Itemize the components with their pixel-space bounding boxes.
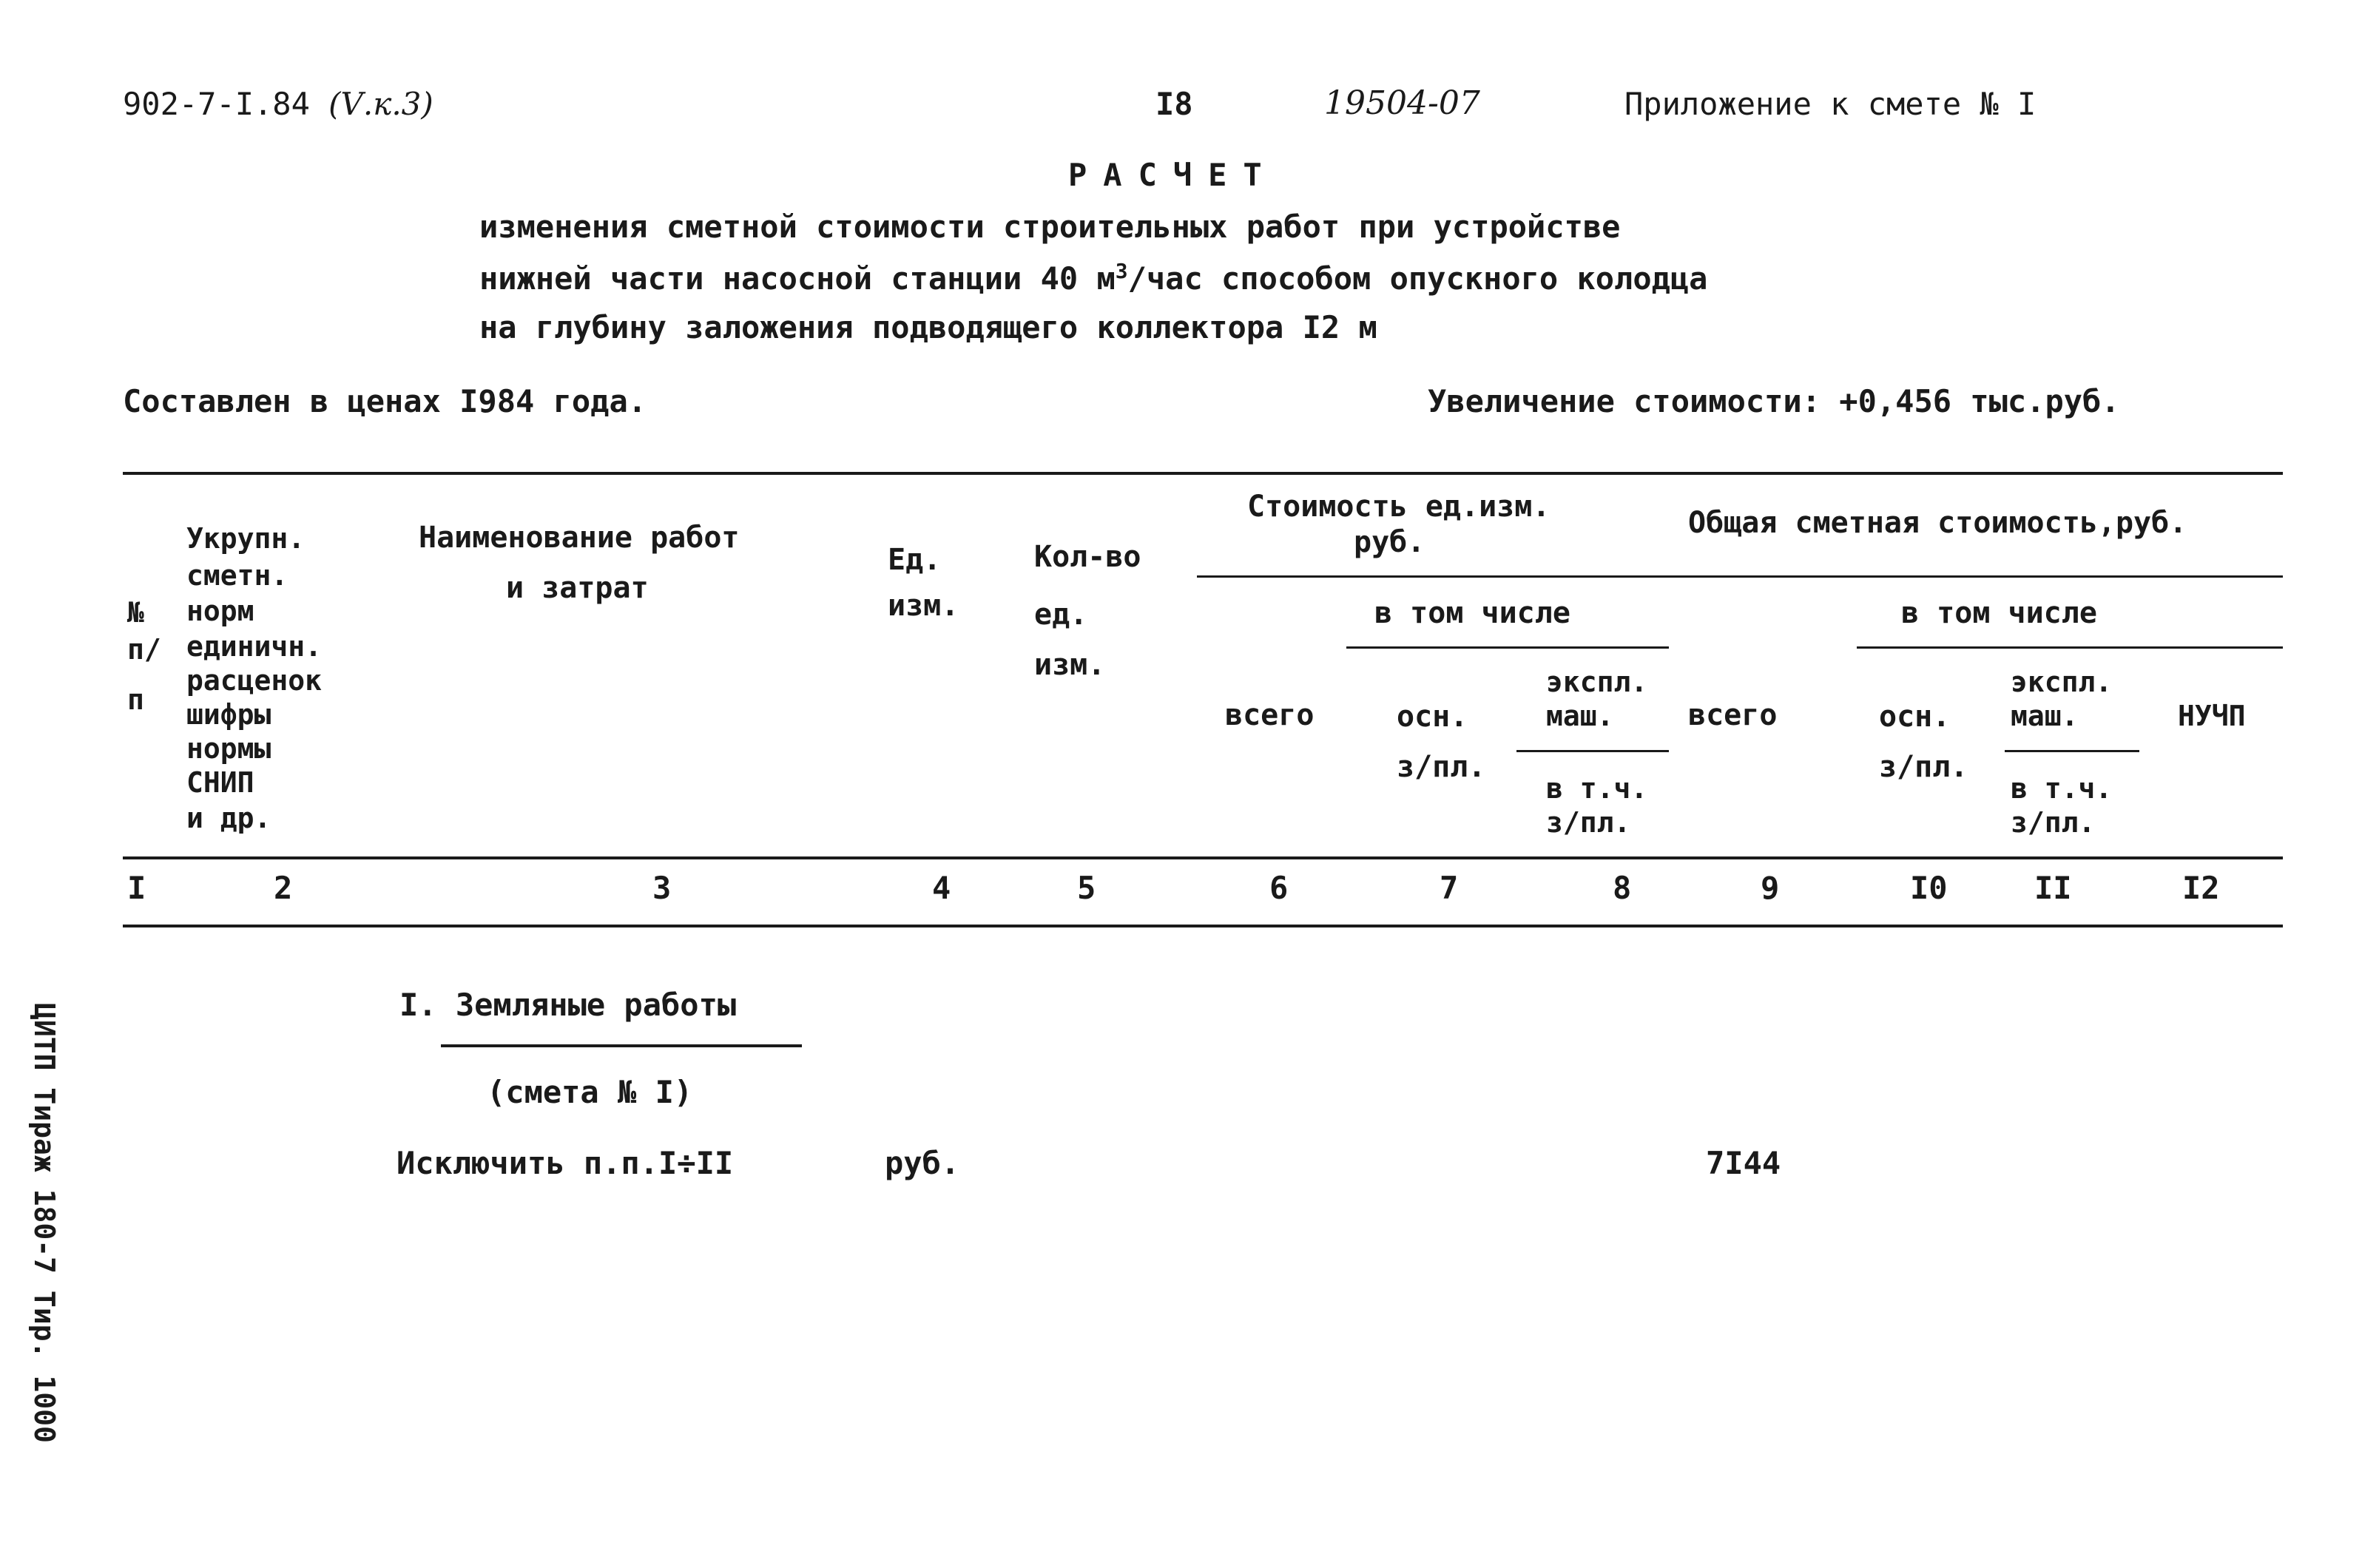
numbers-bottom-rule (123, 925, 2283, 927)
col2-line-2: сметн. (186, 559, 288, 592)
col2-line-1: Укрупн. (186, 522, 306, 555)
doc-code (123, 86, 433, 122)
section-estimate: (смета № I) (487, 1074, 693, 1110)
total-osn-b: з/пл. (1879, 750, 1968, 784)
unit-ekspl-b: маш. (1546, 700, 1614, 732)
title-line-1: изменения сметной стоимости строительных работ при устройстве (479, 209, 1621, 245)
col4-line-2: изм. (888, 589, 959, 623)
section-title: I. Земляные работы (399, 987, 737, 1023)
cost-increase: Увеличение стоимости: +0,456 тыс.руб. (1428, 383, 2120, 419)
doc-code-text: 902-7-I.84 (123, 86, 310, 122)
total-vtch-b: з/пл. (2011, 806, 2096, 839)
col2-line-8: СНИП (186, 766, 254, 799)
title-line-3: на глубину заложения подводящего коллектора I2 м (479, 309, 1377, 345)
row-unit: руб. (885, 1145, 960, 1181)
col-number-6: 6 (1269, 870, 1289, 906)
row-total: 7I44 (1706, 1145, 1781, 1181)
unit-ekspl-rule (1516, 750, 1669, 752)
col2-line-9: и др. (186, 802, 271, 834)
unit-incl-label: в том числе (1374, 596, 1570, 630)
section-title-underline (441, 1044, 802, 1047)
unit-ekspl-a: экспл. (1546, 666, 1648, 698)
col-number-8: 8 (1613, 870, 1632, 906)
doc-code-note: (Ⅴ.к.3) (328, 86, 433, 122)
document-heading: РАСЧЕТ (1068, 157, 1278, 193)
total-ekspl-rule (2005, 750, 2139, 752)
unit-osn-a: осн. (1397, 700, 1468, 734)
col-number-11: II (2034, 870, 2072, 906)
col-number-1: I (127, 870, 146, 906)
table-top-rule (123, 472, 2283, 475)
col1-pp-a: п/ (127, 633, 161, 666)
cubic-superscript: 3 (1115, 259, 1128, 283)
col2-line-3: норм (186, 595, 254, 627)
col2-line-6: шифры (186, 698, 271, 731)
unit-total-label: всего (1225, 698, 1315, 732)
unit-cost-currency: руб. (1354, 525, 1425, 559)
unit-incl-rule (1346, 646, 1669, 649)
row-name: Исключить п.п.I÷II (397, 1145, 734, 1181)
col-number-12: I2 (2182, 870, 2220, 906)
total-ekspl-a: экспл. (2011, 666, 2113, 698)
col2-line-5: расценок (186, 664, 323, 697)
col-number-2: 2 (274, 870, 293, 906)
total-incl-rule (1857, 646, 2283, 649)
col3-line-2: и затрат (506, 571, 649, 605)
unit-cost-title: Стоимость ед.изм. (1247, 490, 1551, 524)
col1-pp-b: п (127, 683, 144, 716)
col2-line-7: нормы (186, 732, 271, 765)
margin-stamp: ЦИТП Тираж 180-7 Тир. 1000 (28, 1003, 61, 1443)
col-number-5: 5 (1077, 870, 1096, 906)
total-incl-label: в том числе (1901, 596, 2097, 630)
prices-note: Составлен в ценах I984 года. (123, 383, 647, 419)
col-number-9: 9 (1761, 870, 1780, 906)
unit-osn-b: з/пл. (1397, 750, 1486, 784)
col-number-7: 7 (1440, 870, 1459, 906)
page-number: I8 (1155, 86, 1193, 122)
col3-line-1: Наименование работ (419, 521, 740, 555)
header-bottom-rule (123, 856, 2283, 859)
col4-line-1: Ед. (888, 543, 942, 577)
total-cost-title: Общая сметная стоимость,руб. (1688, 506, 2187, 540)
unit-vtch-b: з/пл. (1546, 806, 1631, 839)
title-line-2 (479, 259, 1707, 297)
total-osn-a: осн. (1879, 700, 1951, 734)
title-line-2-end: /час способом опускного колодца (1127, 260, 1708, 297)
col-number-3: 3 (652, 870, 672, 906)
col5-line-3: изм. (1034, 648, 1106, 682)
col5-line-2: ед. (1034, 598, 1088, 632)
col2-line-4: единичн. (186, 630, 323, 663)
total-ekspl-b: маш. (2011, 700, 2079, 732)
col1-no: № (127, 596, 144, 629)
col5-line-1: Кол-во (1034, 540, 1141, 574)
nuchp-label: НУЧП (2178, 700, 2246, 732)
appendix-label: Приложение к смете № I (1624, 86, 2037, 122)
col-number-10: I0 (1910, 870, 1948, 906)
total-total-label: всего (1688, 698, 1778, 732)
col-number-4: 4 (932, 870, 951, 906)
order-number: 19504-07 (1324, 84, 1480, 122)
unit-vtch-a: в т.ч. (1546, 772, 1648, 805)
unit-cost-rule (1197, 575, 2283, 578)
total-vtch-a: в т.ч. (2011, 772, 2113, 805)
title-line-2-start: нижней части насосной станции 40 м (479, 260, 1116, 297)
